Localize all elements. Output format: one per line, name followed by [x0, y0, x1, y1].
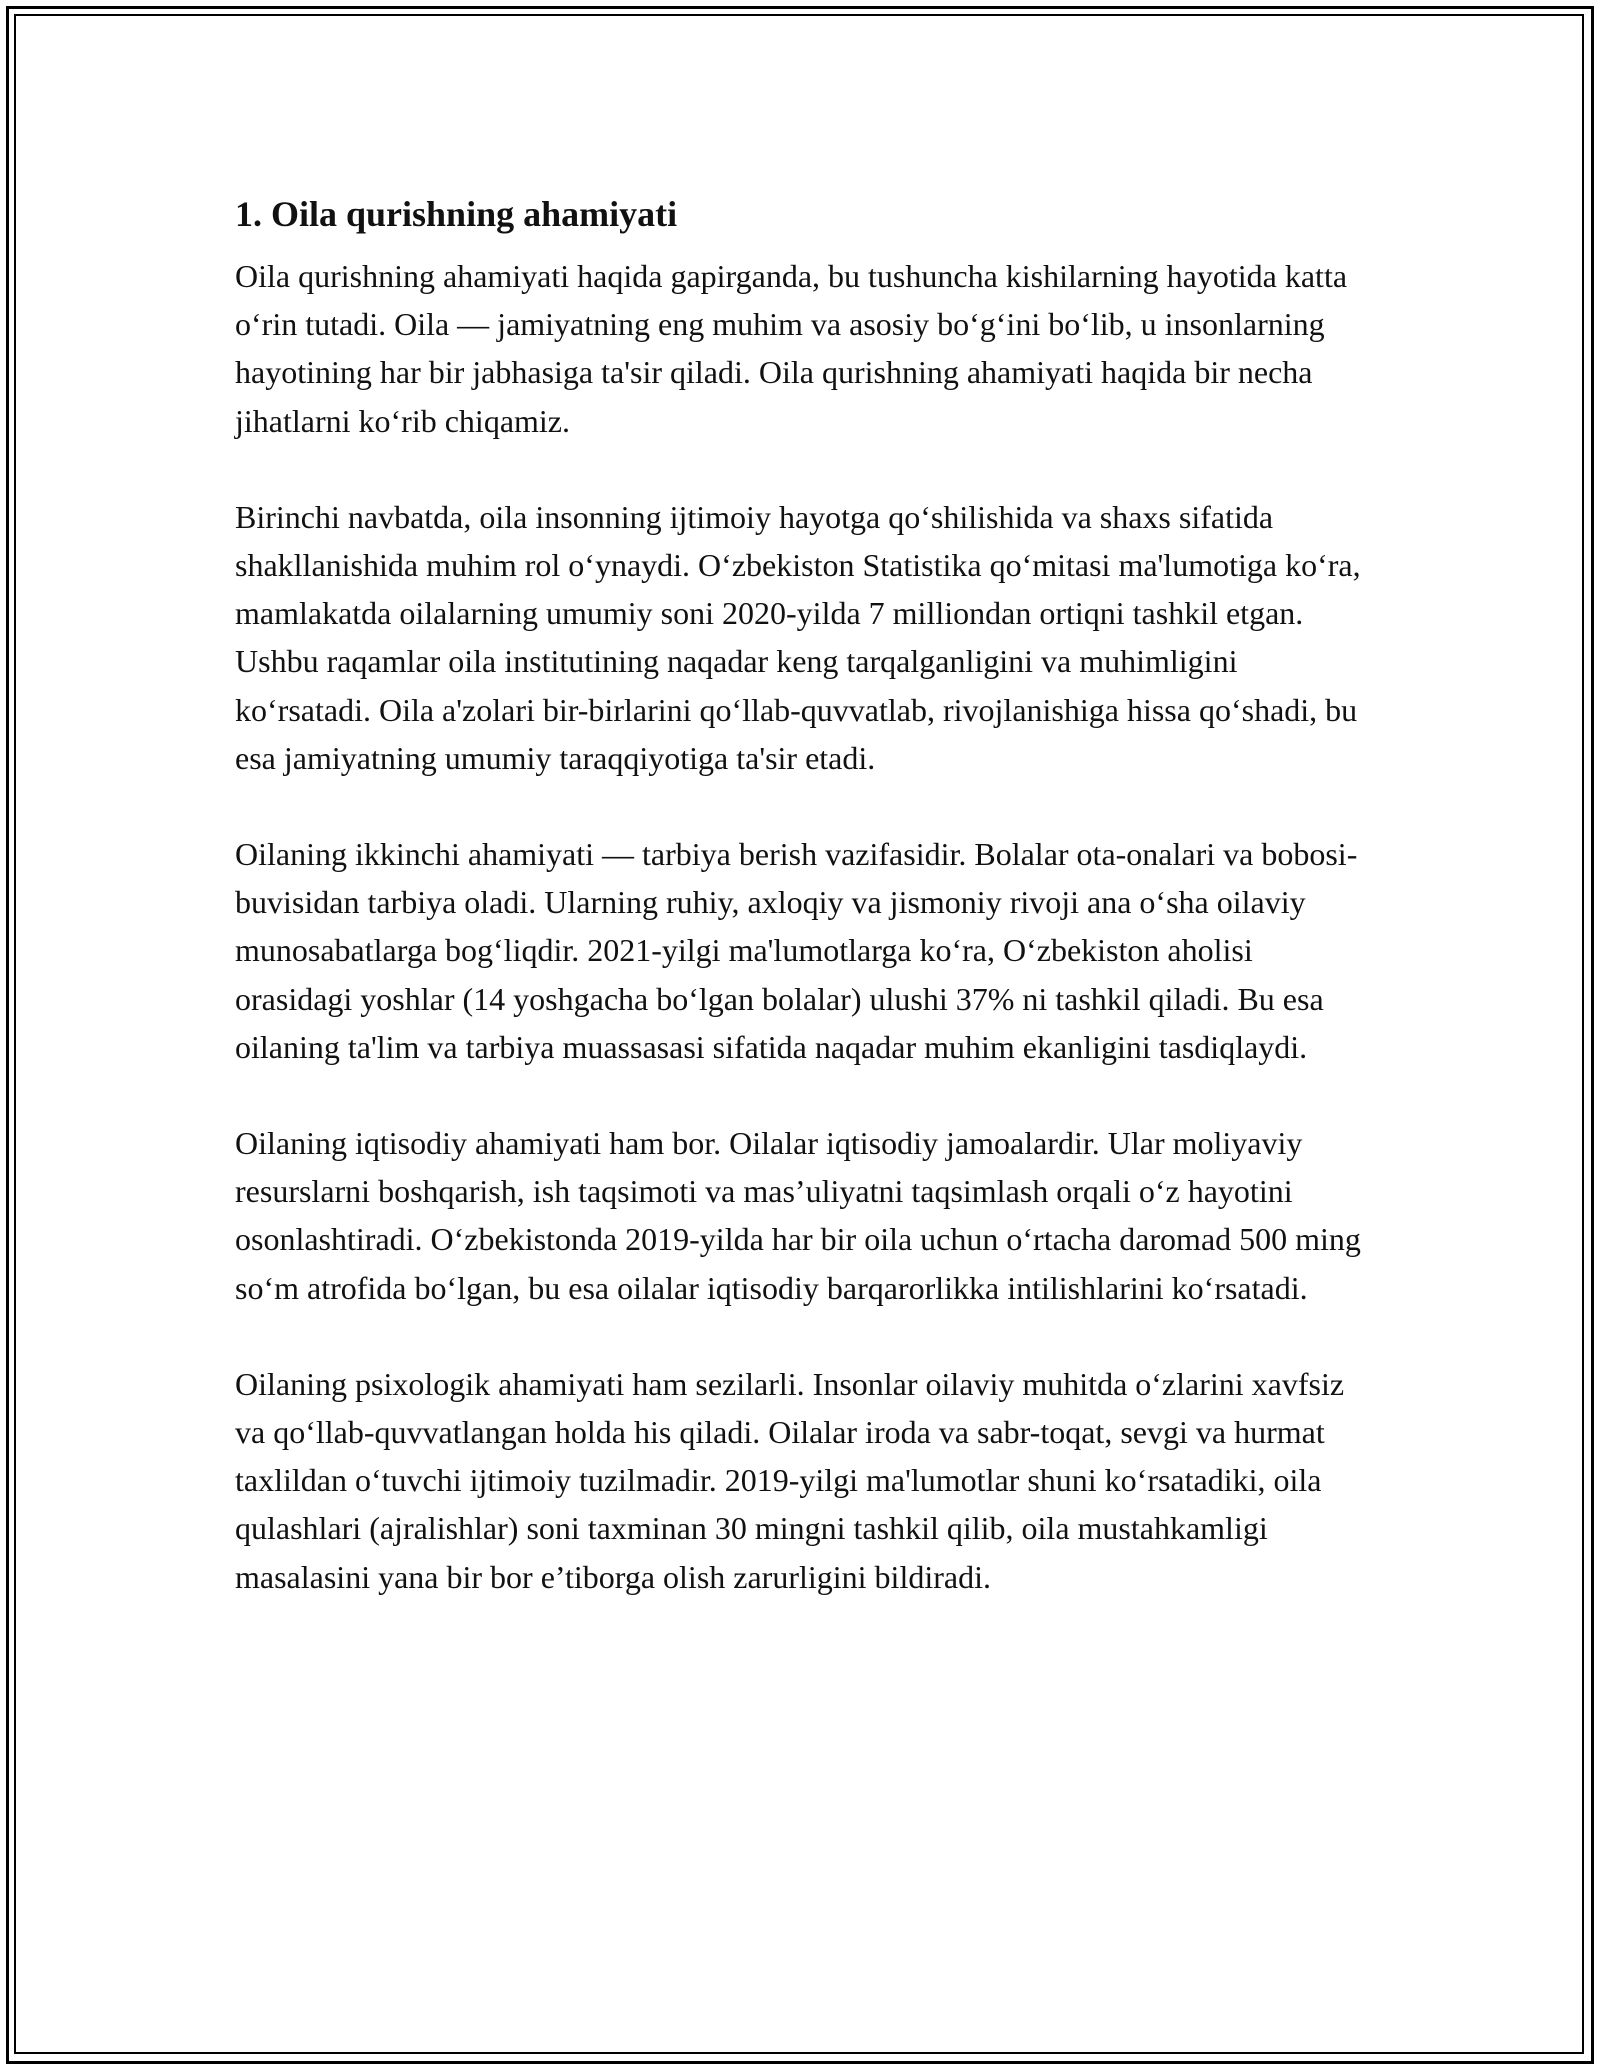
- section-title: 1. Oila qurishning ahamiyati: [235, 194, 678, 234]
- paragraph-introduction: Oila qurishning ahamiyati haqida gapirganda, bu tushuncha kishilarning hayotida katta o‘rin tutadi. Oila — jamiyatning eng muhim va asosiy bo‘g‘ini bo‘lib, u insonlarning hayotining har bir jabhasiga ta'sir qiladi. Oila qurishning ahamiyati haqida bir necha jihatlarni ko‘rib chiqamiz.: [235, 258, 1348, 439]
- paragraph-social-role: Birinchi navbatda, oila insonning ijtimoiy hayotga qo‘shilishida va shaxs sifatida shakllanishida muhim rol o‘ynaydi. O‘zbekiston Statistika qo‘mitasi ma'lumotiga ko‘ra, mamlakatda oilalarning umumiy soni 2020-yilda 7 milliondan ortiqni tashkil etgan. Ushbu raqamlar oila institutining naqadar keng tarqalganligini va muhimligini ko‘rsatadi. Oila a'zolari bir-birlarini qo‘llab-quvvatlab, rivojlanishiga hissa qo‘shadi, bu esa jamiyatning umumiy taraqqiyotiga ta'sir etadi.: [235, 498, 1361, 776]
- paragraph-upbringing: Oilaning ikkinchi ahamiyati — tarbiya berish vazifasidir. Bolalar ota-onalari va bobosi-buvisidan tarbiya oladi. Ularning ruhiy, axloqiy va jismoniy rivoji ana o‘sha oilaviy munosabatlarga bog‘liqdir. 2021-yilgi ma'lumotlarga ko‘ra, O‘zbekiston aholisi orasidagi yoshlar (14 yoshgacha bo‘lgan bolalar) ulushi 37% ni tashkil qiladi. Bu esa oilaning ta'lim va tarbiya muassasasi sifatida naqadar muhim ekanligini tasdiqlaydi.: [235, 836, 1358, 1065]
- paragraph-psychological: Oilaning psixologik ahamiyati ham sezilarli. Insonlar oilaviy muhitda o‘zlarini xavfsiz va qo‘llab-quvvatlangan holda his qiladi. Oilalar iroda va sabr-toqat, sevgi va hurmat taxlildan o‘tuvchi ijtimoiy tuzilmadir. 2019-yilgi ma'lumotlar shuni ko‘rsatadiki, oila qulashlari (ajralishlar) soni taxminan 30 mingni tashkil qilib, oila mustahkamligi masalasini yana bir bor e’tiborga olish zarurligini bildiradi.: [235, 1365, 1345, 1595]
- paragraph-economic: Oilaning iqtisodiy ahamiyati ham bor. Oilalar iqtisodiy jamoalardir. Ular moliyaviy resurslarni boshqarish, ish taqsimoti va mas’uliyatni taqsimlash orqali o‘z hayotini osonlashtiradi. O‘zbekistonda 2019-yilda har bir oila uchun o‘rtacha daromad 500 ming so‘m atrofida bo‘lgan, bu esa oilalar iqtisodiy barqarorlikka intilishlarini ko‘rsatadi.: [235, 1125, 1361, 1306]
- document-body: [235, 186, 1370, 1649]
